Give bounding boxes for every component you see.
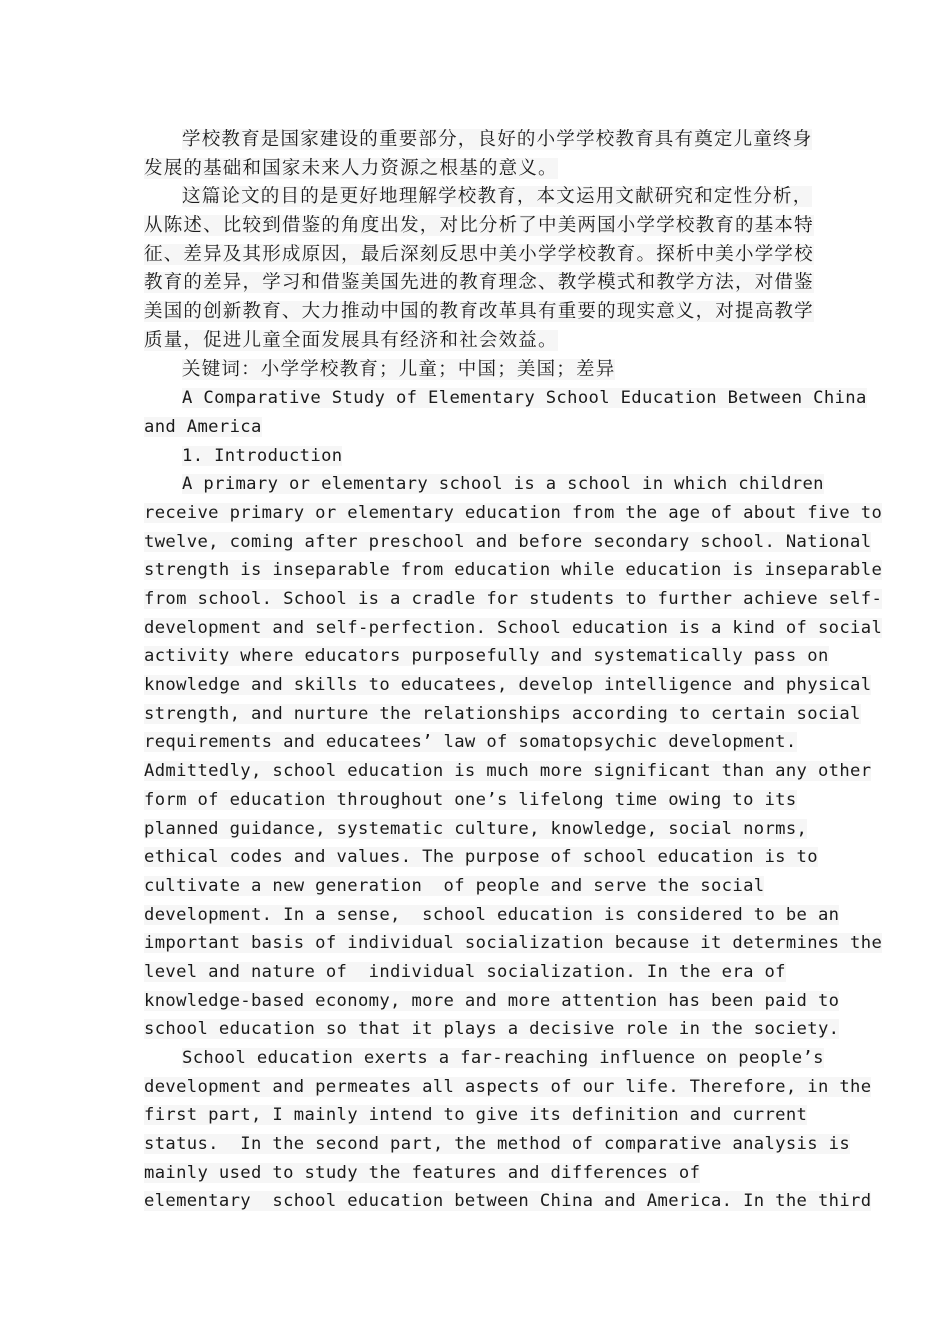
text-line-content: important basis of individual socialization because it determines the — [144, 933, 883, 954]
text-line-content: 关键词：小学学校教育；儿童；中国；美国；差异 — [182, 358, 616, 380]
text-line-content: school education so that it plays a decisive role in the society. — [144, 1019, 840, 1040]
text-line-content: mainly used to study the features and differences of — [144, 1162, 701, 1183]
text-line-content: 发展的基础和国家未来人力资源之根基的意义。 — [144, 157, 558, 179]
text-line — [144, 269, 814, 298]
text-line-content: strength, and nurture the relationships according to certain social — [144, 703, 861, 724]
text-line-content: 1. Introduction — [182, 445, 343, 466]
text-line-content: strength is inseparable from education while education is inseparable — [144, 560, 883, 581]
text-line — [144, 958, 808, 987]
text-line-content: knowledge and skills to educatees, develop intelligence and physical — [144, 675, 872, 696]
text-line — [144, 212, 814, 241]
text-line — [144, 499, 883, 528]
text-line-content: status. In the second part, the method of comparative analysis is — [144, 1134, 851, 1155]
text-line — [144, 757, 872, 786]
text-line-content: requirements and educatees’ law of somatopsychic development. — [144, 732, 797, 753]
text-line-content: 质量，促进儿童全面发展具有经济和社会效益。 — [144, 329, 558, 351]
text-line-content: and America — [144, 416, 262, 437]
text-line — [144, 585, 883, 614]
text-line-content: level and nature of individual socialization. In the era of — [144, 961, 786, 982]
text-line — [144, 728, 808, 757]
text-line — [144, 298, 814, 327]
text-line-content: planned guidance, systematic culture, knowledge, social norms, — [144, 818, 808, 839]
text-line-content: 学校教育是国家建设的重要部分，良好的小学学校教育具有奠定儿童终身 — [182, 129, 813, 150]
text-line — [144, 1130, 851, 1159]
text-line-content: receive primary or elementary education from the age of about five to — [144, 502, 883, 523]
text-line — [144, 929, 883, 958]
text-line — [144, 1073, 872, 1102]
text-line — [144, 327, 808, 356]
text-line — [144, 1044, 824, 1073]
text-line — [144, 872, 808, 901]
text-line — [144, 1159, 808, 1188]
text-line — [144, 413, 808, 442]
text-line-content: development. In a sense, school education is considered to be an — [144, 904, 840, 925]
text-line-content: A primary or elementary school is a school in which children — [182, 474, 824, 495]
text-line-content: activity where educators purposefully and systematically pass on — [144, 646, 829, 667]
text-line — [144, 1015, 840, 1044]
text-line — [144, 384, 867, 413]
text-line-content: 从陈述、比较到借鉴的角度出发，对比分析了中美两国小学学校教育的基本特 — [144, 215, 814, 237]
text-line — [144, 528, 872, 557]
text-line — [144, 356, 808, 385]
text-line — [144, 126, 813, 155]
text-line-content: from school. School is a cradle for students to further achieve self- — [144, 589, 883, 609]
text-line-content: first part, I mainly intend to give its definition and current — [144, 1105, 808, 1126]
text-line — [144, 556, 883, 585]
text-line-content: form of education throughout one’s lifelong time owing to its — [144, 789, 797, 810]
text-line-content: 征、差异及其形成原因，最后深刻反思中美小学学校教育。探析中美小学学校 — [144, 243, 814, 265]
text-line-content: Admittedly, school education is much more significant than any other — [144, 761, 872, 782]
document-page — [144, 126, 883, 1216]
text-line — [144, 183, 813, 212]
text-line — [144, 642, 829, 671]
text-line — [144, 155, 808, 184]
text-line — [144, 614, 883, 643]
text-line — [144, 815, 808, 844]
text-line-content: twelve, coming after preschool and before secondary school. National — [144, 531, 872, 552]
text-line — [144, 700, 861, 729]
text-line — [144, 671, 872, 700]
text-line — [144, 470, 824, 499]
text-line-content: A Comparative Study of Elementary School Education Between China — [182, 388, 867, 409]
text-line — [144, 1101, 808, 1130]
text-line-content: cultivate a new generation of people and serve the social — [144, 875, 765, 896]
text-line-content: knowledge-based economy, more and more attention has been paid to — [144, 990, 840, 1011]
text-line — [144, 241, 814, 270]
text-line-content: School education exerts a far-reaching influence on people’s — [182, 1048, 824, 1068]
text-line-content: 这篇论文的目的是更好地理解学校教育，本文运用文献研究和定性分析， — [182, 186, 813, 208]
text-line — [144, 843, 818, 872]
text-line — [144, 901, 840, 930]
text-line — [144, 786, 808, 815]
text-line-content: 教育的差异，学习和借鉴美国先进的教育理念、教学模式和教学方法，对借鉴 — [144, 272, 814, 294]
text-line-content: 美国的创新教育、大力推动中国的教育改革具有重要的现实意义，对提高教学 — [144, 301, 814, 323]
text-line — [144, 442, 808, 471]
text-line — [144, 987, 840, 1016]
text-line-content: ethical codes and values. The purpose of school education is to — [144, 847, 818, 868]
text-line — [144, 1187, 872, 1216]
text-line-content: elementary school education between China and America. In the third — [144, 1191, 872, 1212]
text-line-content: development and permeates all aspects of our life. Therefore, in the — [144, 1076, 872, 1097]
text-line-content: development and self-perfection. School education is a kind of social — [144, 617, 883, 638]
